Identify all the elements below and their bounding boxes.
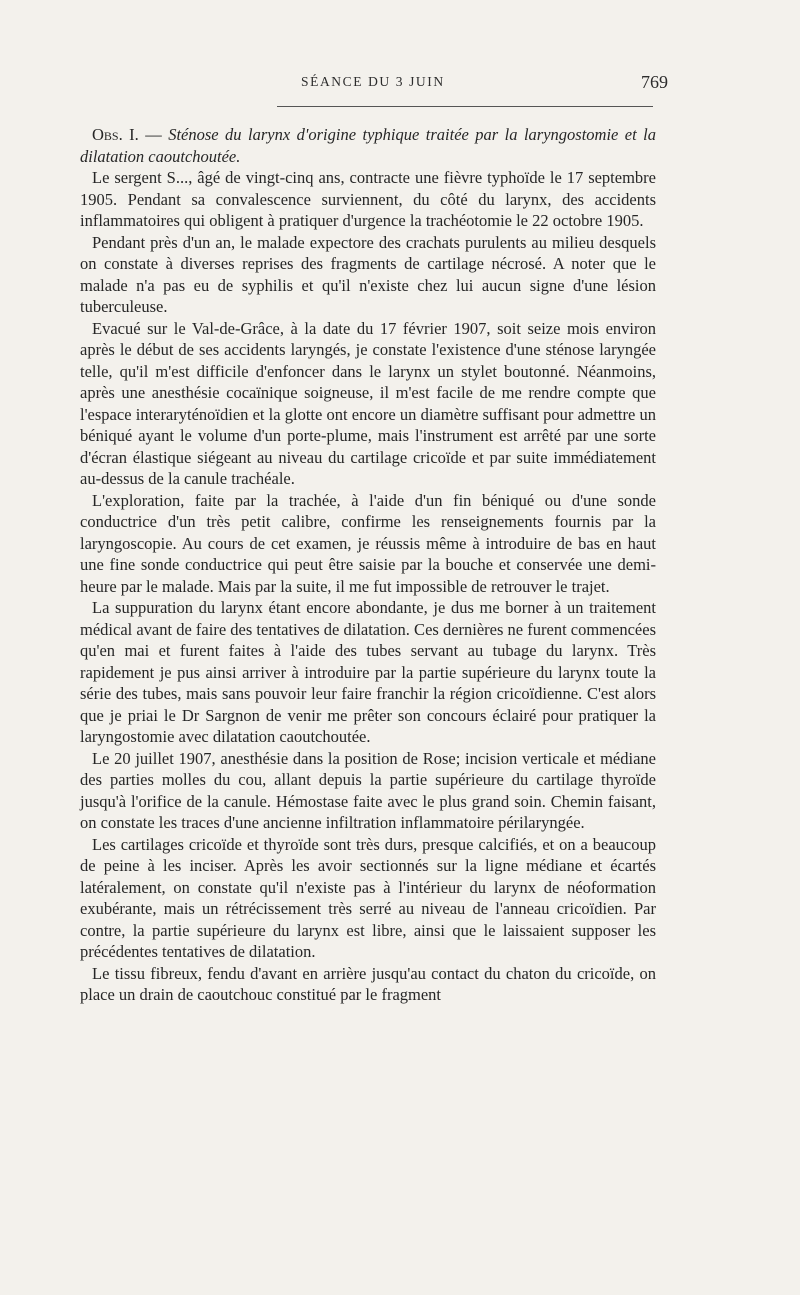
page-header <box>80 72 680 100</box>
observation-label: Obs. I. <box>92 125 139 144</box>
observation-heading <box>80 124 656 167</box>
paragraph: Pendant près d'un an, le malade expectore des crachats purulents au milieu desquels on constate à diverses reprises des fragments de cartilage nécrosé. A noter que le malade n'a pas eu de syphilis et qu'il n'existe chez lui aucun signe d'une lésion tuberculeuse. <box>80 232 656 316</box>
observation-dash: — <box>138 125 169 144</box>
observation-title: Sténose du larynx d'origine typhique traitée par la laryngostomie et la dilatation caoutchoutée. <box>80 125 656 166</box>
running-title: SÉANCE DU 3 JUIN <box>301 74 445 89</box>
paragraph: Evacué sur le Val-de-Grâce, à la date du 17 février 1907, soit seize mois environ après le début de ses accidents laryngés, je constate l'existence d'une sténose laryngée telle, qu'il m'est difficile d'enfoncer dans le larynx un stylet boutonné. Néanmoins, après une anesthésie cocaïnique soigneuse, il m'est facile de me rendre compte que l'espace interaryténoïdien et la glotte ont encore un diamètre suffisant pour admettre un béniqué ayant le volume d'un porte-plume, mais l'instrument est arrêté par une sorte d'écran élastique siégeant au niveau du cartilage cricoïde et par suite immédiatement au-dessus de la canule trachéale. <box>80 318 656 488</box>
body-text <box>80 124 656 1006</box>
header-rule <box>277 106 653 107</box>
paragraph: Le sergent S..., âgé de vingt-cinq ans, contracte une fièvre typhoïde le 17 septembre 1905. Pendant sa convalescence surviennent, du côté du larynx, des accidents inflammatoires qui obligent à pratiquer d'urgence la trachéotomie le 22 octobre 1905. <box>80 168 656 230</box>
paragraph: Le 20 juillet 1907, anesthésie dans la position de Rose; incision verticale et médiane des parties molles du cou, allant depuis la partie supérieure du cartilage thyroïde jusqu'à l'orifice de la canule. Hémostase faite avec le plus grand soin. Chemin faisant, on constate les traces d'une ancienne infiltration inflammatoire périlaryngée. <box>80 748 656 832</box>
paragraph: Le tissu fibreux, fendu d'avant en arrière jusqu'au contact du chaton du cricoïde, on place un drain de caoutchouc constitué par le fragment <box>80 963 656 1004</box>
paragraph: Les cartilages cricoïde et thyroïde sont très durs, presque calcifiés, et on a beaucoup de peine à les inciser. Après les avoir sectionnés sur la ligne médiane et écartés latéralement, on constate qu'il n'existe pas à l'intérieur du larynx de néoformation exubérante, mais un rétrécissement très serré au niveau de l'anneau cricoïdien. Par contre, la partie supérieure du larynx est libre, ainsi que le laissaient supposer les précédentes tentatives de dilatation. <box>80 834 656 961</box>
page-number: 769 <box>641 72 668 92</box>
paragraph: La suppuration du larynx étant encore abondante, je dus me borner à un traitement médical avant de faire des tentatives de dilatation. Ces dernières ne furent commencées qu'en mai et furent faites à l'aide des tubes servant au tubage du larynx. Très rapidement je pus ainsi arriver à introduire par la partie supérieure du larynx toute la série des tubes, mais sans pouvoir leur faire franchir la région cricoïdienne. C'est alors que je priai le Dr Sargnon de venir me prêter son concours éclairé pour pratiquer la laryngostomie avec dilatation caoutchoutée. <box>80 598 656 746</box>
paragraph: L'exploration, faite par la trachée, à l'aide d'un fin béniqué ou d'une sonde conductrice d'un très petit calibre, confirme les renseignements fournis par la laryngoscopie. Au cours de cet examen, je réussis même à introduire de bas en haut une fine sonde conductrice qui peut être saisie par la bouche et conservée une demi-heure par le malade. Mais par la suite, il me fut impossible de retrouver le trajet. <box>80 490 656 596</box>
